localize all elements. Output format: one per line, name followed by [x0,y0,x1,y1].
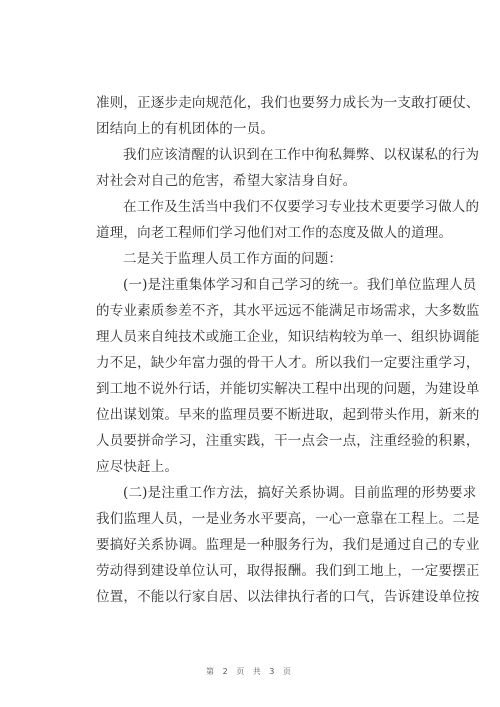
paragraph [96,480,480,610]
text-line: 要搞好关系协调。监理是一种服务行为，我们是通过自己的专业 [96,537,480,553]
paragraph [96,194,480,246]
text-line: 的专业素质参差不齐，其水平远远不能满足市场需求，大多数监 [96,303,480,319]
text-line: 道理，向老工程师们学习他们对工作的态度及做人的道理。 [96,225,453,241]
text-line: 对社会对自己的危害，希望大家洁身自好。 [96,173,357,189]
text-line: 应尽快赶上。 [96,459,179,475]
text-line: 二是关于监理人员工作方面的问题： [123,251,343,267]
text-line: (二)是注重工作方法，搞好关系协调。目前监理的形势要求 [123,485,477,501]
text-line: 位置，不能以行家自居、以法律执行者的口气，告诉建设单位按 [96,589,480,605]
text-line: 团结向上的有机团体的一员。 [96,121,275,137]
text-line: 在工作及生活当中我们不仅要学习专业技术更要学习做人的 [123,199,480,215]
paragraph [96,246,404,272]
paragraph [96,90,480,142]
text-line: 力不足，缺少年富力强的骨干人才。所以我们一定要注重学习， [96,355,480,371]
paragraph [96,272,480,480]
text-line: 我们监理人员，一是业务水平要高，一心一意靠在工程上。二是 [96,511,480,527]
text-line: 人员要拼命学习，注重实践，干一点会一点，注重经验的积累， [96,433,480,449]
text-line: 劳动得到建设单位认可，取得报酬。我们到工地上，一定要摆正 [96,563,480,579]
page-number-footer: 第 2 页 共 3 页 [206,667,294,676]
text-line: (一)是注重集体学习和自己学习的统一。我们单位监理人员 [123,277,477,293]
text-line: 位出谋划策。早来的监理员要不断进取，起到带头作用，新来的 [96,407,480,423]
text-line: 我们应该清醒的认识到在工作中徇私舞弊、以权谋私的行为 [123,147,480,163]
text-line: 到工地不说外行话，并能切实解决工程中出现的问题，为建设单 [96,381,480,397]
text-line: 理人员来自纯技术或施工企业，知识结构较为单一、组织协调能 [96,329,480,345]
text-line: 准则，正逐步走向规范化，我们也要努力成长为一支敢打硬仗、 [96,95,480,111]
document-body [96,90,480,610]
paragraph [96,142,480,194]
